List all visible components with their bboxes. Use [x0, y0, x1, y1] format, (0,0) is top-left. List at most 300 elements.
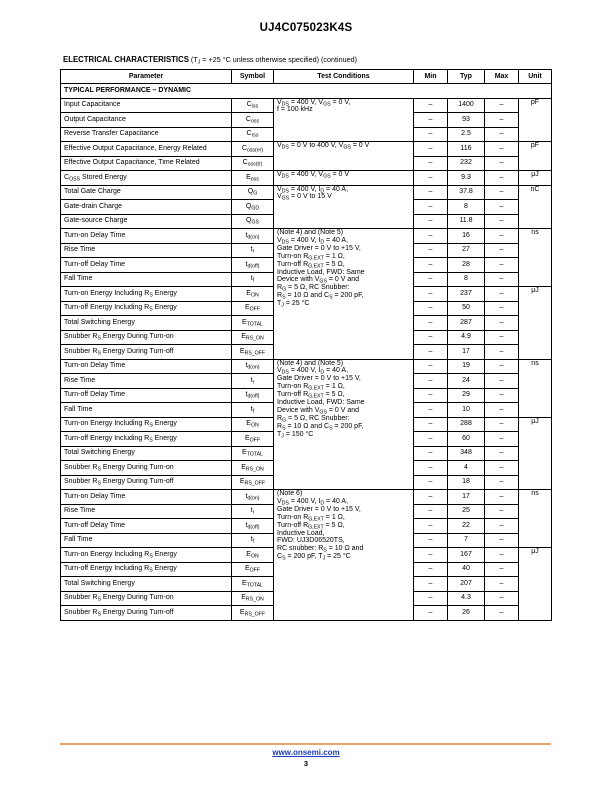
condition-text: V [277, 171, 282, 178]
symbol-cell [232, 345, 274, 360]
document-title: UJ4C075023K4S [259, 22, 353, 34]
min-value: – [414, 287, 448, 302]
condition-subscript: J [322, 555, 326, 562]
parameter-text-rest: Energy During Turn-on [100, 594, 174, 602]
symbol-subscript: rss [251, 132, 259, 139]
symbol-subscript: OFF [249, 306, 261, 313]
min-value: – [414, 156, 448, 171]
parameter-subscript: S [97, 466, 101, 473]
parameter-cell [61, 461, 232, 476]
condition-text: V [277, 98, 282, 106]
condition-subscript: DS [281, 101, 289, 107]
symbol-base: E [244, 434, 250, 442]
parameter-text: Turn-on Energy Including R [64, 550, 150, 558]
symbol-cell [232, 417, 274, 432]
typ-value: 7 [448, 533, 485, 548]
symbol-base: t [245, 231, 248, 239]
min-value: – [414, 301, 448, 316]
symbol-subscript: RS_ON [245, 466, 264, 473]
parameter-text: Effective Output Capacitance, Time Related [64, 159, 200, 167]
parameter-text-rest: Energy During Turn-off [100, 478, 174, 486]
parameter-cell [61, 446, 232, 461]
header-typ: Typ [448, 70, 485, 84]
symbol-cell [232, 490, 274, 505]
parameter-text: C [64, 173, 70, 181]
min-value: – [414, 330, 448, 345]
symbol-cell [232, 577, 274, 592]
parameter-text: Snubber R [64, 333, 98, 341]
condition-line [277, 553, 410, 561]
unit-cell: pF [519, 142, 552, 171]
typ-value: 26 [448, 606, 485, 621]
symbol-subscript: d(off) [247, 393, 260, 400]
min-value: – [414, 606, 448, 621]
max-value: – [485, 548, 519, 563]
condition-line [277, 375, 410, 383]
condition-subscript: J [281, 433, 284, 440]
condition-line [277, 506, 410, 514]
condition-text: V [277, 236, 282, 244]
parameter-cell [61, 504, 232, 519]
max-value: – [485, 214, 519, 229]
table-row [61, 229, 552, 244]
unit-cell: μJ [519, 417, 552, 490]
max-value: – [485, 606, 519, 621]
unit-cell: μJ [519, 548, 552, 621]
parameter-cell [61, 287, 232, 302]
condition-text: = 10 Ω and C [285, 292, 330, 300]
symbol-base: E [239, 608, 245, 616]
condition-text: = 200 pF, [332, 292, 364, 300]
parameter-text: Turn-off Delay Time [64, 521, 126, 529]
parameter-subscript: S [97, 350, 101, 357]
section-heading-title: ELECTRICAL CHARACTERISTICS [63, 55, 189, 64]
min-value: – [414, 229, 448, 244]
symbol-subscript: d(on) [247, 234, 260, 241]
condition-line [277, 431, 410, 439]
max-value: – [485, 591, 519, 606]
condition-subscript: D [320, 239, 325, 246]
condition-text: V [277, 185, 282, 193]
symbol-cell [232, 519, 274, 534]
max-value: – [485, 287, 519, 302]
condition-subscript: G,EXT [308, 516, 324, 523]
parameter-text: Turn-on Energy Including R [64, 420, 150, 428]
parameter-cell [61, 156, 232, 171]
parameter-subscript: S [149, 553, 153, 560]
condition-subscript: GS [319, 409, 327, 416]
parameter-cell [61, 301, 232, 316]
test-conditions-cell [274, 98, 414, 142]
unit-cell: μJ [519, 171, 552, 186]
condition-text: = 200 pF, T [285, 553, 323, 561]
condition-subscript: G [282, 417, 287, 424]
symbol-cell [232, 287, 274, 302]
parameter-text: Rise Time [64, 376, 96, 384]
condition-text: RC snubber: R [277, 545, 324, 553]
symbol-subscript: oss [250, 118, 260, 125]
symbol-base: C [245, 115, 251, 123]
symbol-subscript: OFF [249, 437, 261, 444]
condition-text: V [277, 193, 282, 201]
header-parameter: Parameter [61, 70, 232, 84]
unit-cell: ns [519, 229, 552, 287]
parameter-cell [61, 388, 232, 403]
symbol-subscript: RS_OFF [244, 611, 266, 618]
symbol-subscript: ON [250, 292, 259, 299]
parameter-cell [61, 403, 232, 418]
max-value: – [485, 490, 519, 505]
condition-subscript: GS [319, 278, 327, 285]
symbol-cell [232, 272, 274, 287]
symbol-subscript: d(off) [247, 263, 260, 270]
condition-text: Turn-on R [277, 252, 309, 260]
typ-value: 37.8 [448, 185, 485, 200]
parameter-text: Snubber R [64, 463, 98, 471]
symbol-subscript: TOTAL [246, 451, 263, 458]
condition-text: = 150 °C [283, 430, 314, 438]
typ-value: 29 [448, 388, 485, 403]
symbol-base: t [245, 260, 248, 268]
parameter-cell [61, 577, 232, 592]
condition-text: (Note 4) and (Note 5) [277, 359, 344, 367]
symbol-subscript: r [252, 509, 255, 516]
parameter-subscript: S [149, 422, 153, 429]
parameter-cell [61, 200, 232, 215]
typ-value: 17 [448, 345, 485, 360]
symbol-cell [232, 258, 274, 273]
condition-line [277, 514, 410, 522]
condition-line [277, 522, 410, 530]
symbol-subscript: f [252, 538, 255, 545]
symbol-base: E [242, 449, 247, 457]
parameter-cell [61, 345, 232, 360]
test-conditions-cell [274, 171, 414, 186]
section-heading-note: ($T_J = +25$ °C unless otherwise specified) (continued) [190, 55, 358, 66]
condition-text: = 0 V and [326, 406, 360, 414]
symbol-cell [232, 461, 274, 476]
condition-subscript: G,EXT [308, 385, 324, 392]
condition-line [277, 415, 410, 423]
condition-text: Turn-off R [277, 521, 309, 529]
section-heading [63, 55, 357, 64]
symbol-base: E [244, 565, 250, 573]
symbol-cell [232, 301, 274, 316]
condition-subscript: S [282, 555, 286, 562]
parameter-text: Output Capacitance [64, 115, 126, 123]
parameter-subscript: S [97, 335, 101, 342]
condition-line [277, 171, 410, 179]
max-value: – [485, 432, 519, 447]
typ-value: 10 [448, 403, 485, 418]
symbol-subscript: TOTAL [246, 321, 263, 328]
condition-subscript: GS [323, 173, 331, 180]
symbol-base: E [244, 304, 250, 312]
header-unit: Unit [519, 70, 552, 84]
symbol-subscript: oss(tr) [247, 161, 263, 168]
min-value: – [414, 446, 448, 461]
min-value: – [414, 171, 448, 186]
min-value: – [414, 577, 448, 592]
condition-line [277, 253, 410, 261]
test-conditions-cell [274, 229, 414, 360]
max-value: – [485, 330, 519, 345]
parameter-text-rest: Energy [152, 550, 177, 558]
condition-subscript: DS [281, 144, 289, 151]
parameter-text-rest: Energy [152, 304, 177, 312]
condition-text: Turn-on R [277, 383, 309, 391]
condition-line [277, 186, 410, 194]
condition-text: = 5 Ω, RC Snubber: [286, 414, 350, 422]
condition-line [277, 367, 410, 375]
symbol-subscript: oss [250, 176, 259, 183]
min-value: – [414, 461, 448, 476]
condition-text: FWD: UJ3D06520TS, [277, 537, 345, 545]
typ-value: 288 [448, 417, 485, 432]
condition-line [277, 142, 410, 150]
parameter-text-rest: Energy [152, 565, 177, 573]
parameter-text: Turn-on Delay Time [64, 362, 126, 370]
max-value: – [485, 127, 519, 142]
min-value: – [414, 490, 448, 505]
unit-cell: ns [519, 359, 552, 417]
symbol-cell [232, 200, 274, 215]
condition-text: = 400 V, V [288, 98, 324, 106]
parameter-cell [61, 591, 232, 606]
condition-text: = 5 Ω, [323, 521, 345, 529]
parameter-text: Turn-off Energy Including R [64, 304, 150, 312]
parameter-text: Effective Output Capacitance, Energy Related [64, 144, 207, 152]
symbol-base: E [242, 318, 247, 326]
symbol-cell [232, 504, 274, 519]
max-value: – [485, 345, 519, 360]
condition-text: (Note 4) and (Note 5) [277, 229, 344, 236]
typ-value: 4 [448, 461, 485, 476]
symbol-base: t [245, 521, 248, 529]
condition-line [277, 106, 410, 114]
min-value: – [414, 142, 448, 157]
unit-cell: nC [519, 185, 552, 229]
max-value: – [485, 504, 519, 519]
parameter-cell [61, 185, 232, 200]
parameter-text: Turn-on Delay Time [64, 492, 126, 500]
symbol-cell [232, 171, 274, 186]
symbol-cell [232, 475, 274, 490]
condition-subscript: DS [281, 500, 289, 507]
condition-subscript: G [282, 286, 287, 293]
symbol-base: t [250, 536, 253, 544]
condition-text: Gate Driver = 0 V to +15 V, [277, 244, 361, 252]
typ-value: 17 [448, 490, 485, 505]
condition-text: Inductive Load, FWD: Same [277, 399, 365, 407]
symbol-base: C [241, 144, 247, 152]
symbol-base: E [246, 420, 251, 428]
min-value: – [414, 388, 448, 403]
symbol-subscript: r [252, 248, 255, 255]
parameter-subscript: S [97, 480, 101, 487]
symbol-base: E [246, 173, 251, 181]
condition-subscript: DS [281, 239, 289, 246]
typ-value: 1400 [448, 98, 485, 113]
parameter-text: Rise Time [64, 246, 96, 254]
typ-value: 237 [448, 287, 485, 302]
symbol-cell [232, 388, 274, 403]
condition-text: = 5 Ω, [323, 260, 345, 268]
symbol-cell [232, 403, 274, 418]
typ-value: 8 [448, 272, 485, 287]
condition-text: = 25 °C [325, 553, 351, 561]
condition-text: = 0 V to 400 V, V [288, 142, 344, 149]
parameter-subscript: S [149, 292, 153, 299]
max-value: – [485, 185, 519, 200]
min-value: – [414, 475, 448, 490]
typ-value: 16 [448, 229, 485, 244]
symbol-subscript: oss(er) [246, 147, 264, 154]
symbol-cell [232, 98, 274, 113]
header-max: Max [485, 70, 519, 84]
symbol-base: t [250, 507, 253, 515]
condition-text: V [277, 497, 282, 505]
symbol-base: E [246, 550, 251, 558]
min-value: – [414, 504, 448, 519]
group-title-row [61, 84, 552, 99]
parameter-subscript: S [149, 437, 153, 444]
condition-line [277, 229, 410, 237]
typ-value: 11.8 [448, 214, 485, 229]
symbol-cell [232, 432, 274, 447]
parameter-text: Input Capacitance [64, 101, 121, 109]
symbol-subscript: RS_OFF [244, 480, 266, 487]
condition-subscript: G,EXT [308, 524, 324, 531]
condition-subscript: S [329, 294, 333, 301]
parameter-cell [61, 533, 232, 548]
footer-divider [60, 743, 551, 745]
condition-line [277, 99, 410, 107]
symbol-cell [232, 156, 274, 171]
condition-text: = 40 A, [324, 236, 349, 244]
parameter-text: Snubber R [64, 594, 98, 602]
max-value: – [485, 577, 519, 592]
condition-text: = 0 V, [330, 98, 351, 106]
symbol-subscript: G [253, 190, 258, 197]
condition-text: = 0 V and [326, 276, 360, 284]
symbol-base: t [250, 376, 253, 384]
symbol-base: E [239, 478, 245, 486]
condition-line [277, 360, 410, 368]
parameter-text: Total Switching Energy [64, 318, 135, 326]
symbol-cell [232, 330, 274, 345]
condition-text: R [277, 414, 283, 422]
typ-value: 60 [448, 432, 485, 447]
typ-value: 232 [448, 156, 485, 171]
header-symbol: Symbol [232, 70, 274, 84]
parameter-cell [61, 113, 232, 128]
condition-text: = 400 V, V [288, 171, 324, 178]
condition-subscript: D [320, 369, 325, 376]
symbol-base: E [239, 347, 245, 355]
min-value: – [414, 258, 448, 273]
symbol-subscript: f [252, 277, 255, 284]
typ-value: 4.9 [448, 330, 485, 345]
footer-website-link[interactable]: www.onsemi.com [272, 748, 340, 757]
symbol-base: t [245, 362, 248, 370]
test-conditions-cell [274, 185, 414, 229]
min-value: – [414, 98, 448, 113]
condition-text: Gate Driver = 0 V to +15 V, [277, 505, 361, 513]
condition-subscript: G,EXT [308, 263, 324, 270]
symbol-cell [232, 127, 274, 142]
parameter-text-rest: Energy During Turn-off [100, 608, 174, 616]
parameter-text: Snubber R [64, 347, 98, 355]
symbol-cell [232, 591, 274, 606]
symbol-base: C [246, 130, 252, 138]
parameter-cell [61, 519, 232, 534]
condition-subscript: S [329, 425, 333, 432]
condition-line [277, 537, 410, 545]
max-value: – [485, 258, 519, 273]
parameter-cell [61, 374, 232, 389]
parameter-text: Total Switching Energy [64, 449, 135, 457]
parameter-text-rest: Stored Energy [80, 173, 127, 181]
parameter-cell [61, 432, 232, 447]
min-value: – [414, 127, 448, 142]
condition-text: R [277, 422, 283, 430]
min-value: – [414, 548, 448, 563]
unit-cell: μJ [519, 287, 552, 360]
parameter-subscript: S [97, 596, 101, 603]
condition-subscript: G,EXT [308, 255, 324, 262]
min-value: – [414, 359, 448, 374]
parameter-text: Gate-source Charge [64, 217, 128, 225]
min-value: – [414, 243, 448, 258]
condition-subscript: S [282, 294, 286, 301]
parameter-cell [61, 142, 232, 157]
table-row [61, 98, 552, 113]
symbol-base: E [241, 333, 246, 341]
symbol-subscript: ON [250, 553, 259, 560]
typ-value: 93 [448, 113, 485, 128]
min-value: – [414, 519, 448, 534]
condition-line [277, 193, 410, 201]
parameter-cell [61, 490, 232, 505]
symbol-cell [232, 533, 274, 548]
symbol-cell [232, 214, 274, 229]
symbol-subscript: RS_ON [245, 335, 264, 342]
typ-value: 116 [448, 142, 485, 157]
symbol-subscript: OFF [249, 567, 261, 574]
parameter-text: Total Gate Charge [64, 188, 121, 196]
condition-subscript: D [320, 188, 325, 194]
parameter-text: Gate-drain Charge [64, 202, 122, 210]
max-value: – [485, 417, 519, 432]
symbol-base: E [242, 579, 247, 587]
max-value: – [485, 301, 519, 316]
max-value: – [485, 200, 519, 215]
header-min: Min [414, 70, 448, 84]
typ-value: 8 [448, 200, 485, 215]
condition-text: Turn-on R [277, 513, 309, 521]
condition-line [277, 292, 410, 300]
symbol-cell [232, 243, 274, 258]
condition-text: R [277, 284, 283, 292]
condition-text: = 0 V [350, 142, 370, 149]
symbol-subscript: d(on) [247, 495, 260, 502]
condition-text: Inductive Load, FWD: Same [277, 268, 365, 276]
max-value: – [485, 243, 519, 258]
symbol-base: t [250, 405, 253, 413]
symbol-subscript: f [252, 408, 255, 415]
parameter-cell [61, 171, 232, 186]
